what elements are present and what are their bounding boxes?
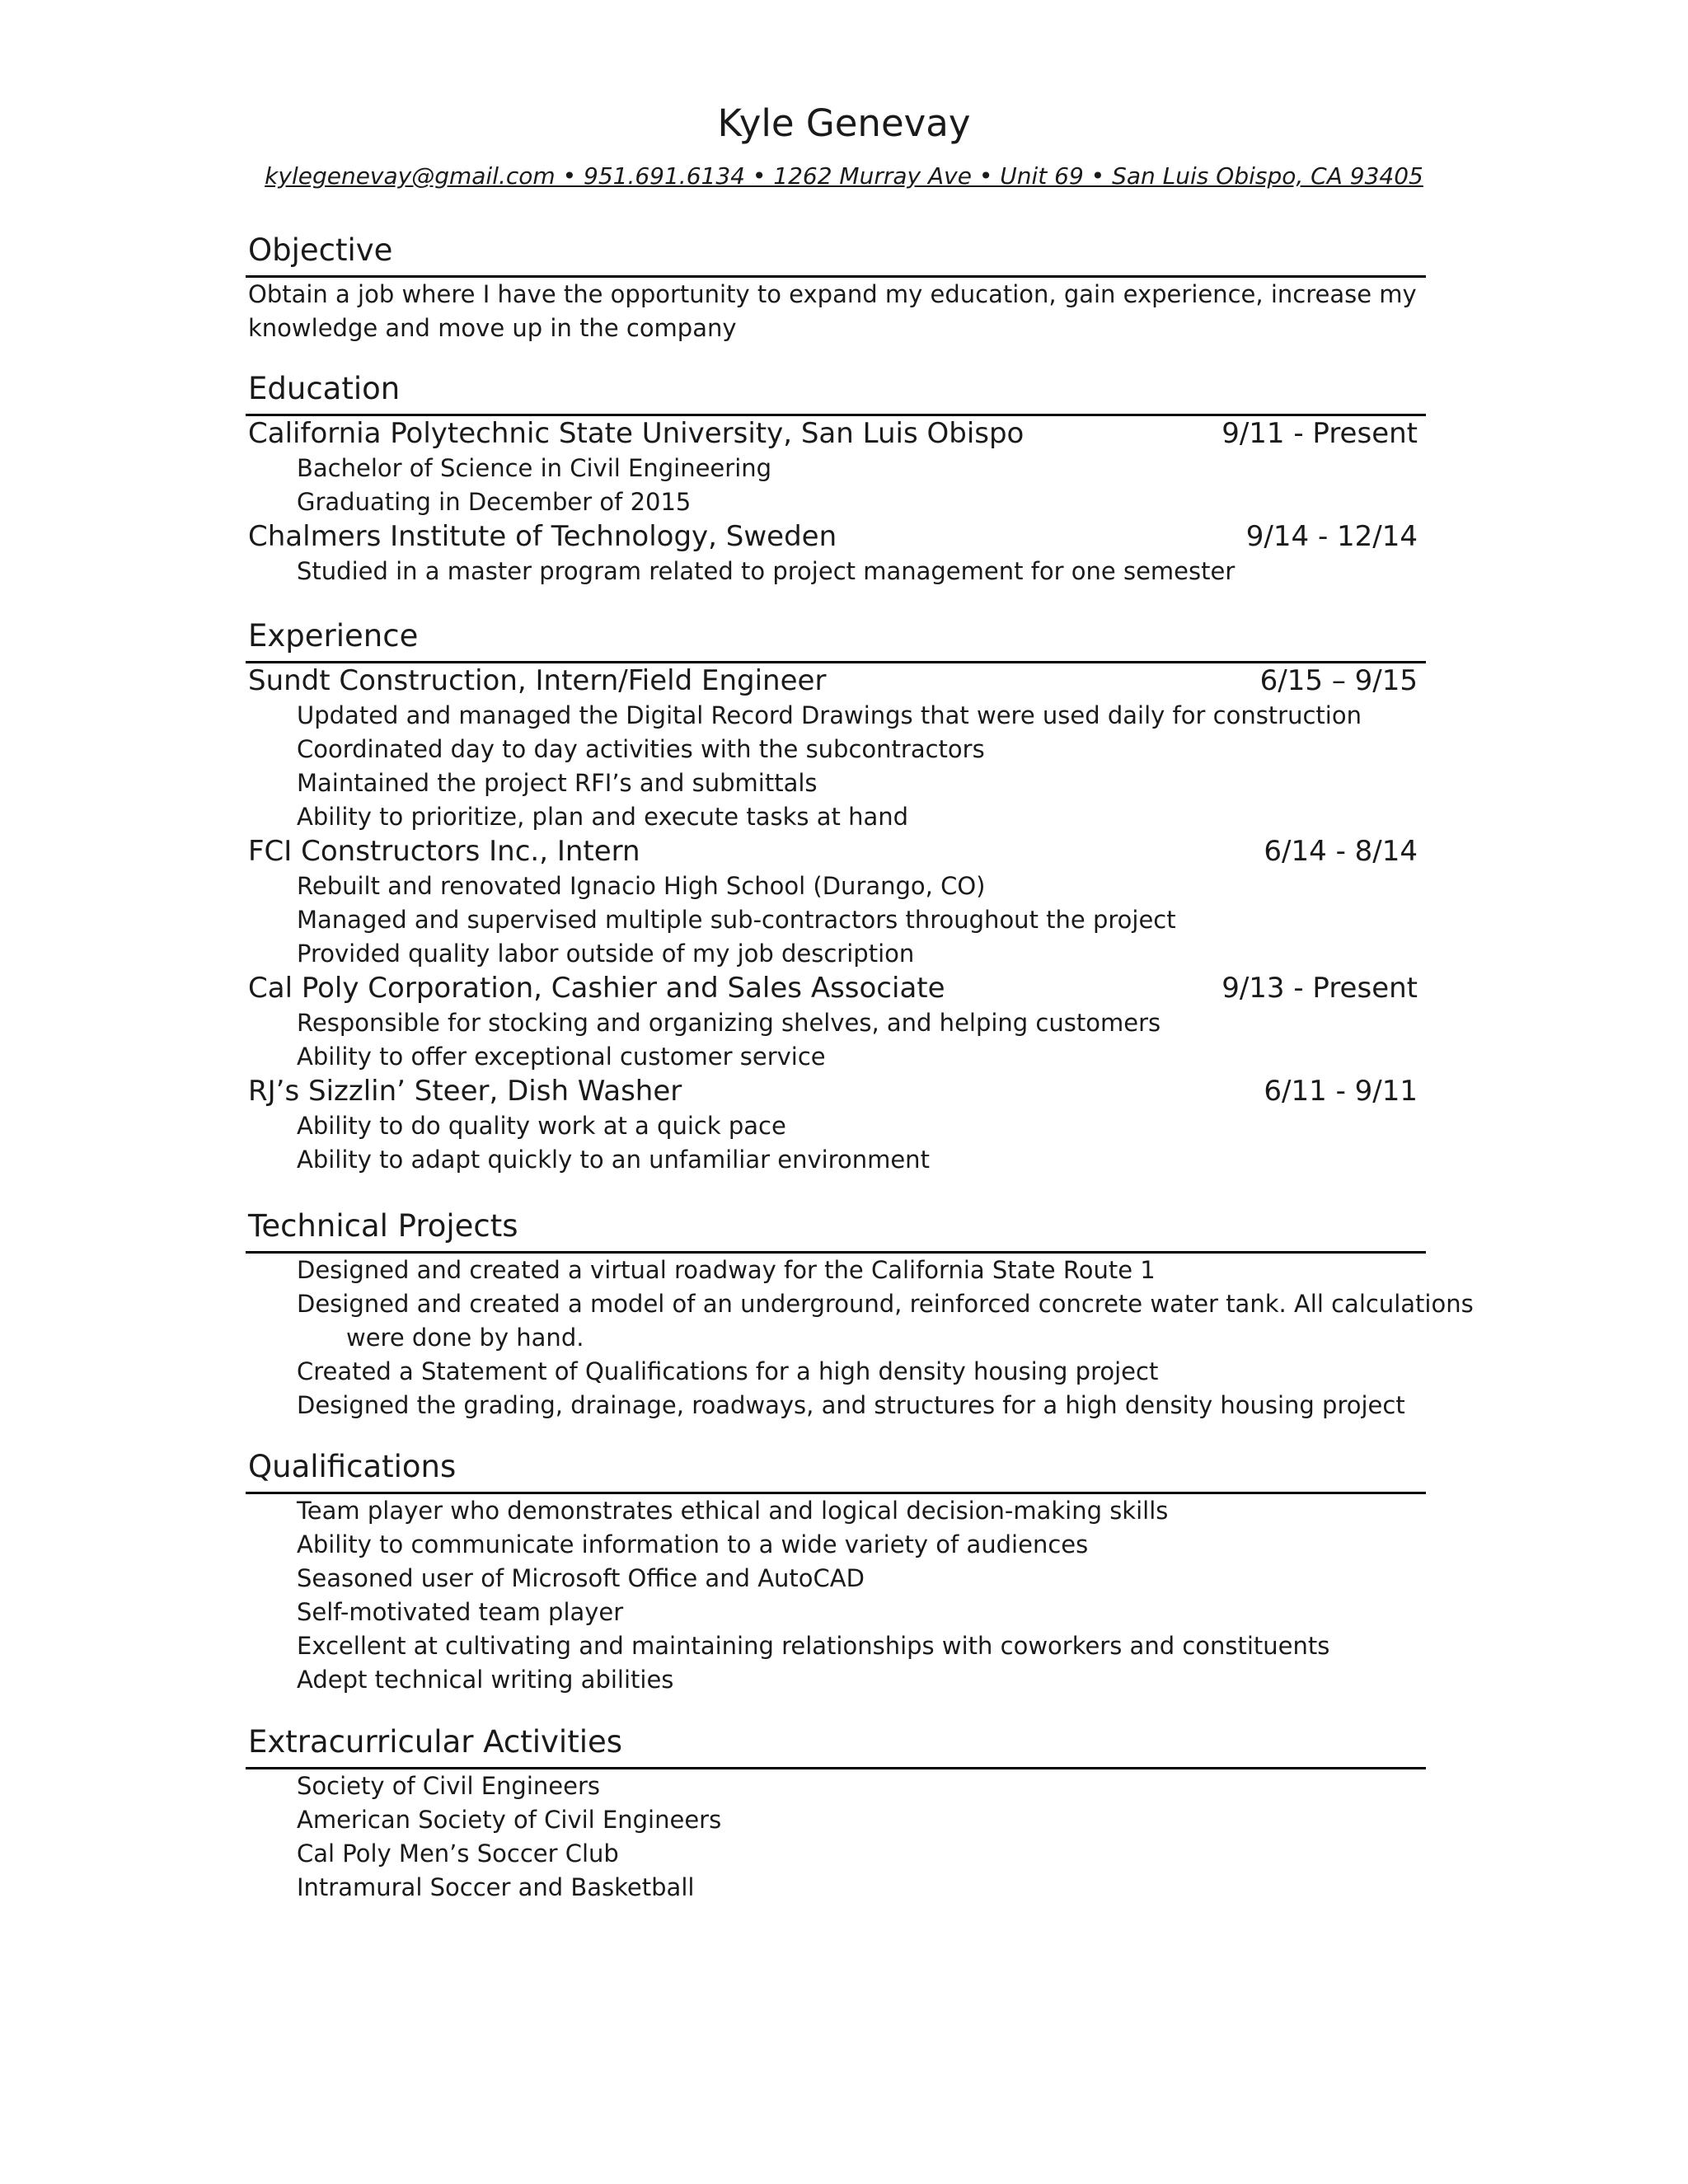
entry-detail: Studied in a master program related to project management for one semester <box>297 557 1236 585</box>
entry-date: 9/13 - Present <box>1221 972 1418 1005</box>
project-item: Designed the grading, drainage, roadways, and structures for a high density housing project <box>297 1391 1405 1419</box>
experience-section <box>246 618 1426 1177</box>
entry-detail: Managed and supervised multiple sub-contractors throughout the project <box>297 906 1176 934</box>
entry-detail: Bachelor of Science in Civil Engineering <box>297 454 772 482</box>
section-heading-activities: Extracurricular Activities <box>248 1724 623 1760</box>
contact-line[interactable]: kylegenevay@gmail.com • 951.691.6134 • 1262 Murray Ave • Unit 69 • San Luis Obispo, CA 93405 <box>265 162 1423 190</box>
experience-entry-title <box>246 663 1426 699</box>
project-item: Created a Statement of Qualifications for a high density housing project <box>297 1357 1159 1385</box>
entry-title: FCI Constructors Inc., Intern <box>248 835 640 868</box>
activity-item: Cal Poly Men’s Soccer Club <box>297 1840 619 1868</box>
entry-detail: Provided quality labor outside of my job description <box>297 940 915 968</box>
entry-date: 6/11 - 9/11 <box>1264 1075 1418 1108</box>
entry-title: Sundt Construction, Intern/Field Engineer <box>248 664 827 697</box>
entry-date: 9/14 - 12/14 <box>1245 520 1418 553</box>
activity-item: Society of Civil Engineers <box>297 1772 600 1800</box>
education-entry-title <box>246 416 1426 452</box>
entry-detail: Graduating in December of 2015 <box>297 488 692 516</box>
projects-section <box>246 1208 1474 1422</box>
education-section <box>246 371 1426 588</box>
entry-detail: Ability to do quality work at a quick pace <box>297 1112 786 1140</box>
section-heading-objective: Objective <box>248 232 393 268</box>
project-item-continuation: were done by hand. <box>346 1324 584 1352</box>
experience-entry-title <box>246 971 1426 1006</box>
activity-item: American Society of Civil Engineers <box>297 1806 722 1834</box>
entry-title: Chalmers Institute of Technology, Sweden <box>248 520 837 553</box>
objective-section <box>246 232 1426 345</box>
qualification-item: Team player who demonstrates ethical and logical decision-making skills <box>297 1497 1169 1525</box>
resume-name: Kyle Genevay <box>717 101 971 145</box>
section-heading-projects: Technical Projects <box>248 1208 518 1244</box>
entry-detail: Updated and managed the Digital Record Drawings that were used daily for construction <box>297 701 1362 729</box>
section-heading-education: Education <box>248 371 401 406</box>
entry-detail: Maintained the project RFI’s and submittals <box>297 769 818 797</box>
activity-item: Intramural Soccer and Basketball <box>297 1873 695 1901</box>
entry-title: California Polytechnic State University, San Luis Obispo <box>248 417 1025 450</box>
entry-detail: Responsible for stocking and organizing shelves, and helping customers <box>297 1009 1161 1037</box>
entry-detail: Ability to offer exceptional customer service <box>297 1043 826 1071</box>
objective-line: Obtain a job where I have the opportunity to expand my education, gain experience, increase my <box>248 280 1417 308</box>
entry-date: 9/11 - Present <box>1221 417 1418 450</box>
objective-line: knowledge and move up in the company <box>248 314 737 342</box>
entry-date: 6/15 – 9/15 <box>1259 664 1418 697</box>
experience-entry-title <box>246 834 1426 869</box>
experience-entry-title <box>246 1074 1426 1109</box>
activities-section <box>246 1724 1426 1905</box>
qualification-item: Adept technical writing abilities <box>297 1666 674 1694</box>
qualification-item: Self-motivated team player <box>297 1598 624 1626</box>
entry-title: Cal Poly Corporation, Cashier and Sales Associate <box>248 972 945 1005</box>
qualification-item: Ability to communicate information to a wide variety of audiences <box>297 1530 1089 1558</box>
entry-title: RJ’s Sizzlin’ Steer, Dish Washer <box>248 1075 682 1108</box>
education-entry-title <box>246 519 1426 555</box>
entry-date: 6/14 - 8/14 <box>1264 835 1418 868</box>
qualification-item: Excellent at cultivating and maintaining relationships with coworkers and constituents <box>297 1632 1330 1660</box>
project-item: Designed and created a virtual roadway for the California State Route 1 <box>297 1256 1156 1284</box>
entry-detail: Ability to adapt quickly to an unfamiliar environment <box>297 1146 930 1174</box>
entry-detail: Rebuilt and renovated Ignacio High School (Durango, CO) <box>297 872 986 900</box>
qualifications-section <box>246 1449 1426 1697</box>
entry-detail: Ability to prioritize, plan and execute tasks at hand <box>297 803 909 831</box>
section-heading-experience: Experience <box>248 618 419 654</box>
project-item: Designed and created a model of an underground, reinforced concrete water tank. All calculations <box>297 1290 1474 1318</box>
section-heading-qualifications: Qualifications <box>248 1449 457 1484</box>
qualification-item: Seasoned user of Microsoft Office and AutoCAD <box>297 1564 865 1592</box>
entry-detail: Coordinated day to day activities with the subcontractors <box>297 735 985 763</box>
